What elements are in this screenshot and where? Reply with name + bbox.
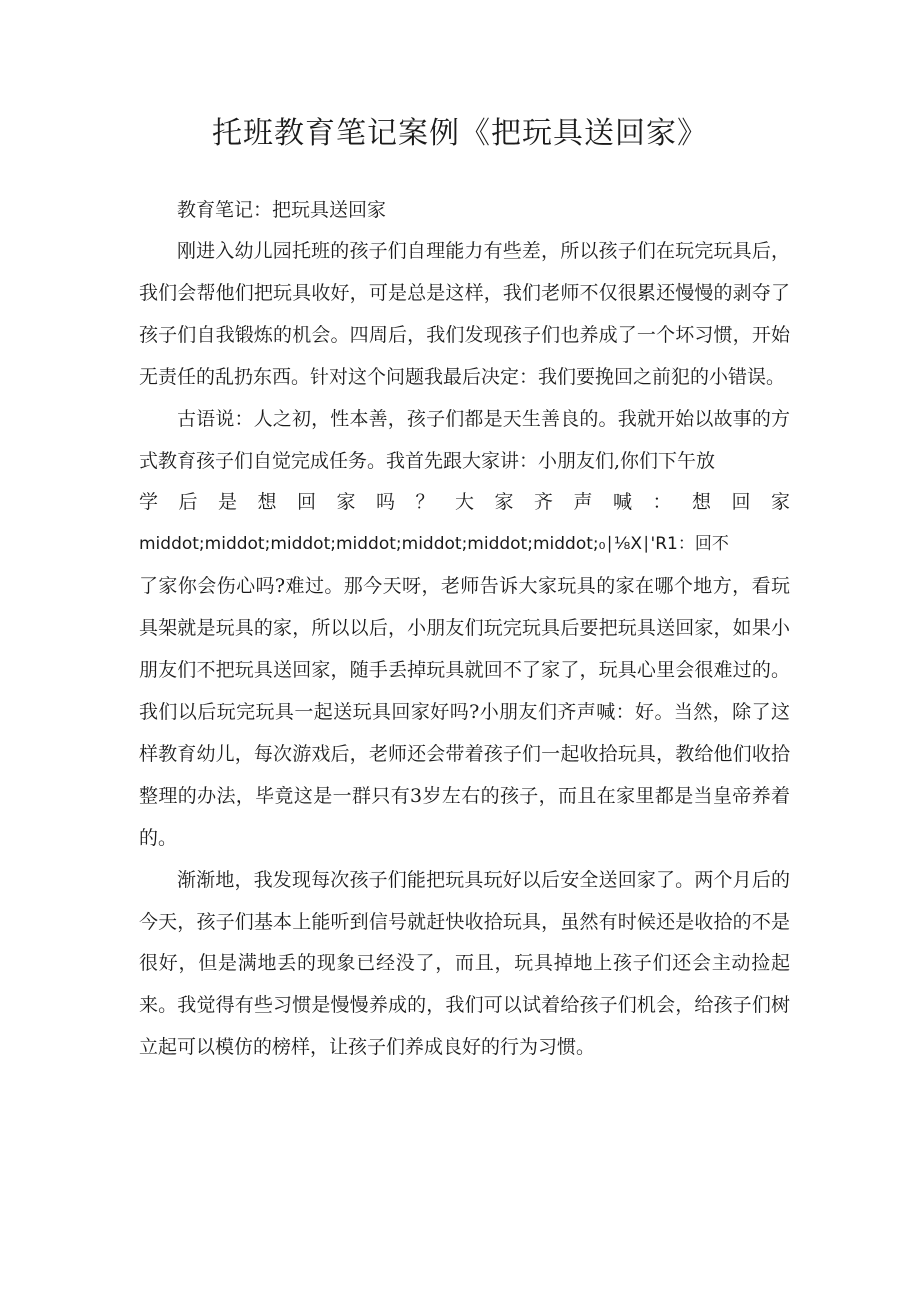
document-body xyxy=(139,190,790,1069)
subtitle-paragraph: 教育笔记：把玩具送回家 xyxy=(177,199,387,221)
paragraph-2-part-1: 古语说：人之初，性本善，孩子们都是天生善良的。我就开始以故事的方式教育孩子们自觉完成任务。我首先跟大家讲：小朋友们,你们下午放 xyxy=(139,407,790,472)
paragraph-2-spread-line: 学后是想回家吗？大家齐声喊：想回家 xyxy=(139,491,790,514)
paragraph-2 xyxy=(139,399,790,860)
paragraph-3: 渐渐地，我发现每次孩子们能把玩具玩好以后安全送回家了。两个月后的今天，孩子们基本上能听到信号就赶快收拾玩具，虽然有时候还是收拾的不是很好，但是满地丢的现象已经没了，而且，玩具掉地上孩子们还会主动捡起来。我觉得有些习惯是慢慢养成的，我们可以试着给孩子们机会，给孩子们树立起可以模仿的榜样，让孩子们养成良好的行为习惯。 xyxy=(139,868,790,1059)
document-title: 托班教育笔记案例《把玩具送回家》 xyxy=(212,116,708,151)
paragraph-1: 刚进入幼儿园托班的孩子们自理能力有些差，所以孩子们在玩完玩具后，我们会帮他们把玩具收好，可是总是这样，我们老师不仅很累还慢慢的剥夺了孩子们自我锻炼的机会。四周后，我们发现孩子们也养成了一个坏习惯，开始无责任的乱扔东西。针对这个问题我最后决定：我们要挽回之前犯的小错误。 xyxy=(139,240,790,388)
paragraph-2-garbled-line: middot;middot;middot;middot;middot;middot;middot;₀∣⅛X∣'R1：回不 xyxy=(139,534,729,555)
paragraph-2-part-2: 了家你会伤心吗?难过。那今天呀，老师告诉大家玩具的家在哪个地方，看玩具架就是玩具的家，所以以后，小朋友们玩完玩具后要把玩具送回家，如果小朋友们不把玩具送回家，随手丢掉玩具就回不了家了，玩具心里会很难过的。我们以后玩完玩具一起送玩具回家好吗?小朋友们齐声喊：好。当然，除了这样教育幼儿，每次游戏后，老师还会带着孩子们一起收拾玩具，教给他们收拾整理的办法，毕竟这是一群只有3岁左右的孩子，而且在家里都是当皇帝养着的。 xyxy=(139,575,790,849)
